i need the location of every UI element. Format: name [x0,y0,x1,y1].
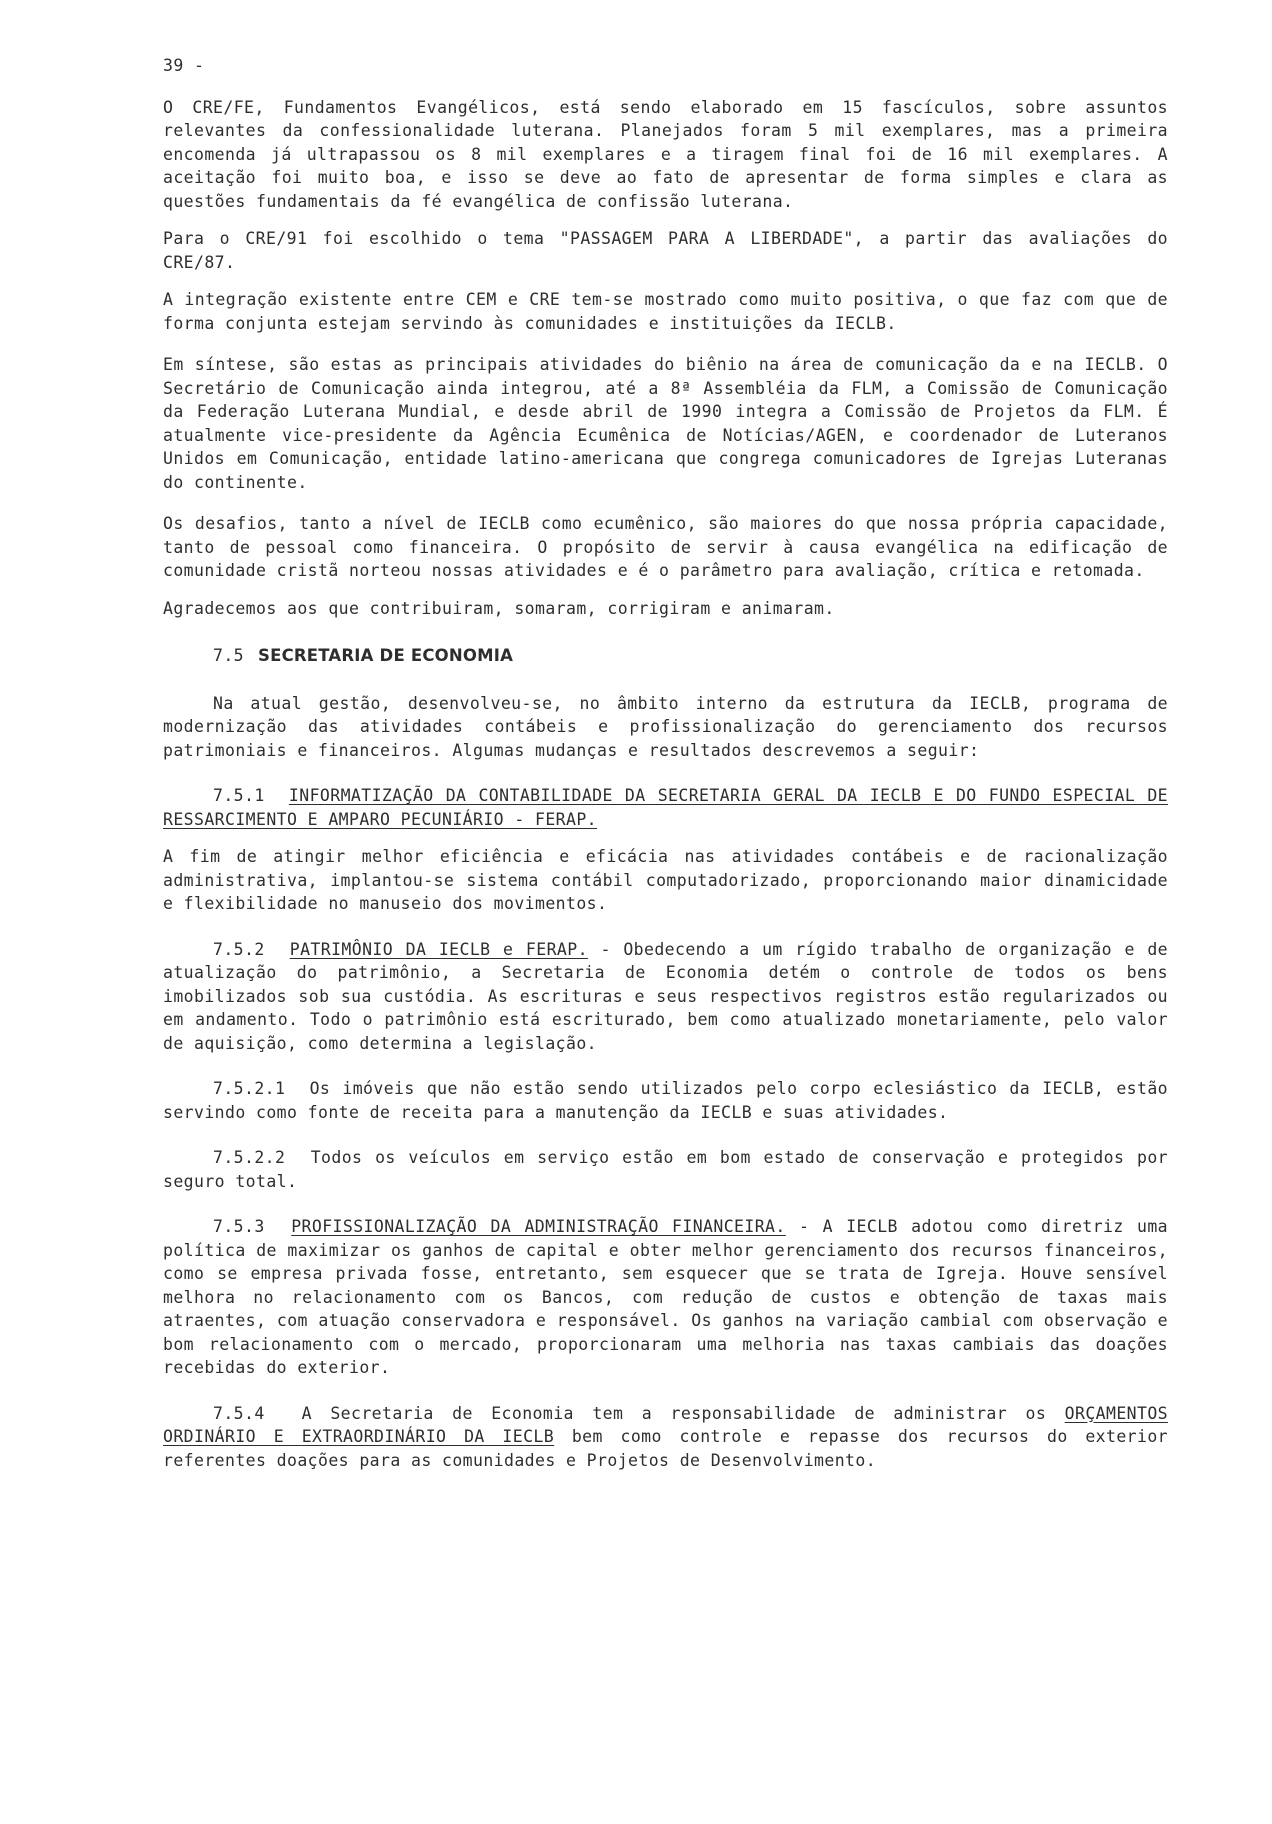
subsection-7-5-2-2 [163,1146,1168,1193]
subsection-7-5-2-1 [163,1077,1168,1124]
paragraph-cre-fe: O CRE/FE, Fundamentos Evangélicos, está sendo elaborado em 15 fascículos, sobre assuntos relevantes da confessionalidade luterana. Planejados foram 5 mil exemplares, mas a primeira encomenda já ultrapassou os 8 mil exemplares e a tiragem final foi de 16 mil exemplares. A aceitação foi muito boa, e isso se deve ao fato de apresentar de forma simples e clara as questões fundamentais da fé evangélica de confissão luterana. [163,97,1168,211]
paragraph-thanks: Agradecemos aos que contribuiram, somaram, corrigiram e animaram. [163,598,835,618]
paragraph-summary: Em síntese, são estas as principais atividades do biênio na área de comunicação da e na IECLB. O Secretário de Comunicação ainda integrou, até a 8ª Assembléia da FLM, a Comissão de Comunicação da Federação Luterana Mundial, e desde abril de 1990 integra a Comissão de Projetos da FLM. É atualmente vice-presidente da Agência Ecumênica de Notícias/AGEN, e coordenador de Luteranos Unidos em Comunicação, entidade latino-americana que congrega comunicadores de Igrejas Luteranas do continente. [163,355,1168,492]
subsection-number: 7.5.2.2 [213,1148,286,1167]
subsection-7-5-1-text: A fim de atingir melhor eficiência e eficácia nas atividades contábeis e de racionalização administrativa, implantou-se sistema contábil computadorizado, proporcionando maior dinamicidade e flexibilidade no manuseio dos movimentos. [163,847,1168,913]
section-title: SECRETARIA DE ECONOMIA [258,646,514,665]
subsection-7-5-3 [163,1215,1168,1380]
subsection-title: PATRIMÔNIO DA IECLB e FERAP. [289,939,588,959]
subsection-number: 7.5.2.1 [213,1079,286,1098]
section-number: 7.5 [213,646,245,665]
subsection-7-5-2 [163,938,1168,1056]
paragraph-cre-91: Para o CRE/91 foi escolhido o tema "PASSAGEM PARA A LIBERDADE", a partir das avaliações do CRE/87. [163,229,1168,272]
subsection-text: bem como controle e repasse dos recursos do exterior referentes doações para as comunidades e Projetos de Desenvolvimento. [163,1427,1169,1470]
subsection-text: - Obedecendo a um rígido trabalho de organização e de atualização do patrimônio, a Secretaria de Economia detém o controle de todos os bens imobilizados sob sua custódia. As escrituras e seus respectivos registros estão regularizados ou em andamento. Todo o patrimônio está escriturado, bem como atualizado monetariamente, pelo valor de aquisição, como determina a legislação. [163,939,1168,1053]
subsection-title: INFORMATIZAÇÃO DA CONTABILIDADE DA SECRETARIA GERAL DA IECLB E DO FUNDO ESPECIAL DE RESSARCIMENTO E AMPARO PECUNIÁRIO - FERAP. [163,786,1168,829]
subsection-pre-text: A Secretaria de Economia tem a responsabilidade de administrar os [301,1403,1047,1423]
section-intro: Na atual gestão, desenvolveu-se, no âmbito interno da estrutura da IECLB, programa de modernização das atividades contábeis e profissionalização do gerenciamento dos recursos patrimoniais e financeiros. Algumas mudanças e resultados descrevemos a seguir: [163,693,1168,760]
subsection-number: 7.5.2 [213,939,265,959]
paragraph-challenges: Os desafios, tanto a nível de IECLB como ecumênico, são maiores do que nossa própria capacidade, tanto de pessoal como financeira. O propósito de servir à causa evangélica na edificação de comunidade cristã norteou nossas atividades e é o parâmetro para avaliação, crítica e retomada. [163,514,1168,580]
subsection-text: Todos os veículos em serviço estão em bom estado de conservação e protegidos por seguro total. [163,1148,1168,1191]
subsection-7-5-1-heading [163,784,1168,831]
subsection-number: 7.5.4 [213,1403,265,1423]
section-heading [213,644,1168,668]
page-number: 39 - [163,56,205,75]
subsection-7-5-4 [163,1402,1168,1473]
paragraph-integration: A integração existente entre CEM e CRE tem-se mostrado como muito positiva, o que faz com que de forma conjunta estejam servindo às comunidades e instituições da IECLB. [163,290,1168,333]
subsection-text: Os imóveis que não estão sendo utilizados pelo corpo eclesiástico da IECLB, estão servindo como fonte de receita para a manutenção da IECLB e suas atividades. [163,1079,1168,1122]
subsection-title: PROFISSIONALIZAÇÃO DA ADMINISTRAÇÃO FINANCEIRA. [291,1217,786,1236]
subsection-text: - A IECLB adotou como diretriz uma política de maximizar os ganhos de capital e obter melhor gerenciamento dos recursos financeiros, como se empresa privada fosse, entretanto, sem esquecer que se trata de Igreja. Houve sensível melhora no relacionamento com os Bancos, com redução de custos e obtenção de taxas mais atraentes, com atuação conservadora e responsável. Os ganhos na variação cambial com observação e bom relacionamento com o mercado, proporcionaram uma melhoria nas taxas cambiais das doações recebidas do exterior. [163,1217,1168,1377]
subsection-title: ORÇAMENTOS ORDINÁRIO E EXTRAORDINÁRIO DA IECLB [163,1403,1169,1446]
subsection-number: 7.5.3 [213,1217,265,1236]
subsection-number: 7.5.1 [213,786,265,805]
